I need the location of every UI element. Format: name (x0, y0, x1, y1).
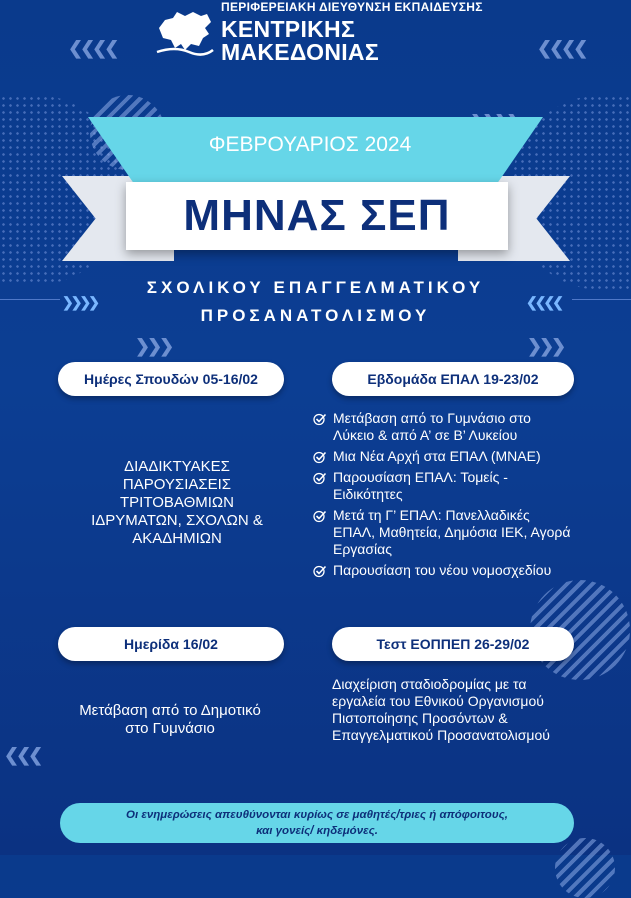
eoppep-text: Διαχείριση σταδιοδρομίας με τα εργαλεία του Εθνικού Οργανισμού Πιστοποίησης Προσόντων & Επαγγελματικού Προσανατολισμού (332, 676, 550, 743)
check-circle-icon (313, 471, 327, 485)
list-item-text: Μια Νέα Αρχή στα ΕΠΑΛ (ΜΝΑΕ) (333, 448, 541, 464)
eoppep-test-pill: Τεστ ΕΟΠΠΕΠ 26-29/02 (332, 627, 574, 661)
chevron-arrows-icon: ❯❯❯ (527, 336, 564, 356)
study-days-text: ΔΙΑΔΙΚΤΥΑΚΕΣ ΠΑΡΟΥΣΙΑΣΕΙΣ ΤΡΙΤΟΒΑΘΜΙΩΝ ΙΔΡΥΜΑΤΩΝ, ΣΧΟΛΩΝ & ΑΚΑΔΗΜΙΩΝ (91, 458, 263, 547)
subtitle-line2: ΠΡΟΣΑΝΑΤΟΛΙΣΜΟΥ (200, 306, 431, 325)
subtitle-line1: ΣΧΟΛΙΚΟΥ ΕΠΑΓΓΕΛΜΑΤΙΚΟΥ (146, 278, 485, 297)
org-name-line1: ΠΕΡΙΦΕΡΕΙΑΚΗ ΔΙΕΥΘΥΝΣΗ ΕΚΠΑΙΔΕΥΣΗΣ (221, 0, 483, 14)
list-item (313, 469, 575, 503)
chevron-arrows-icon: ❮❮❮ (4, 745, 41, 765)
epal-week-pill: Εβδομάδα ΕΠΑΛ 19-23/02 (332, 362, 574, 396)
list-item-text: Παρουσίαση ΕΠΑΛ: Τομείς - Ειδικότητες (333, 469, 508, 502)
org-name-line2: ΚΕΝΤΡΙΚΗΣ ΜΑΚΕΔΟΝΙΑΣ (221, 15, 379, 65)
chevron-arrows-icon: ❯❯❯ (135, 336, 172, 356)
study-days-pill: Ημέρες Σπουδών 05-16/02 (58, 362, 284, 396)
divider-right (572, 299, 631, 300)
chevron-arrows-icon: ❯❯❯❯ (62, 294, 97, 310)
chevron-arrows-icon: ❮❮❮❮ (68, 38, 117, 58)
list-item (313, 562, 575, 579)
chevron-arrows-icon: ❮❮❮❮ (526, 294, 561, 310)
list-item (313, 507, 575, 558)
page-title: ΜΗΝΑΣ ΣΕΠ (183, 191, 451, 240)
list-item (313, 410, 575, 444)
macedonia-map-logo-icon (155, 8, 215, 56)
striped-circle-bottom-right (555, 838, 615, 898)
list-item-text: Παρουσίαση του νέου νομοσχεδίου (333, 562, 552, 578)
list-item (313, 448, 575, 465)
header-logo (155, 0, 485, 65)
seminar-pill: Ημερίδα 16/02 (58, 627, 284, 661)
seminar-text: Μετάβαση από το Δημοτικό στο Γυμνάσιο (79, 702, 261, 737)
title-card (126, 182, 508, 250)
month-label: ΦΕΒΡΟΥΑΡΙΟΣ 2024 (208, 133, 412, 156)
epal-week-list (313, 410, 575, 583)
footer-note (60, 803, 574, 843)
chevron-arrows-icon: ❮❮❮❮ (537, 38, 586, 58)
check-circle-icon (313, 412, 327, 426)
footer-line1: Οι ενημερώσεις απευθύνονται κυρίως σε μαθητές/τριες ή απόφοιτους, (126, 809, 508, 821)
list-item-text: Μετάβαση από το Γυμνάσιο στο Λύκειο & από Α’ σε Β’ Λυκείου (333, 410, 531, 443)
footer-line2: και γονείς/ κηδεμόνες. (256, 825, 378, 837)
check-circle-icon (313, 564, 327, 578)
divider-left (0, 299, 60, 300)
check-circle-icon (313, 509, 327, 523)
list-item-text: Μετά τη Γ’ ΕΠΑΛ: Πανελλαδικές ΕΠΑΛ, Μαθητεία, Δημόσια ΙΕΚ, Αγορά Εργασίας (333, 507, 571, 557)
check-circle-icon (313, 450, 327, 464)
